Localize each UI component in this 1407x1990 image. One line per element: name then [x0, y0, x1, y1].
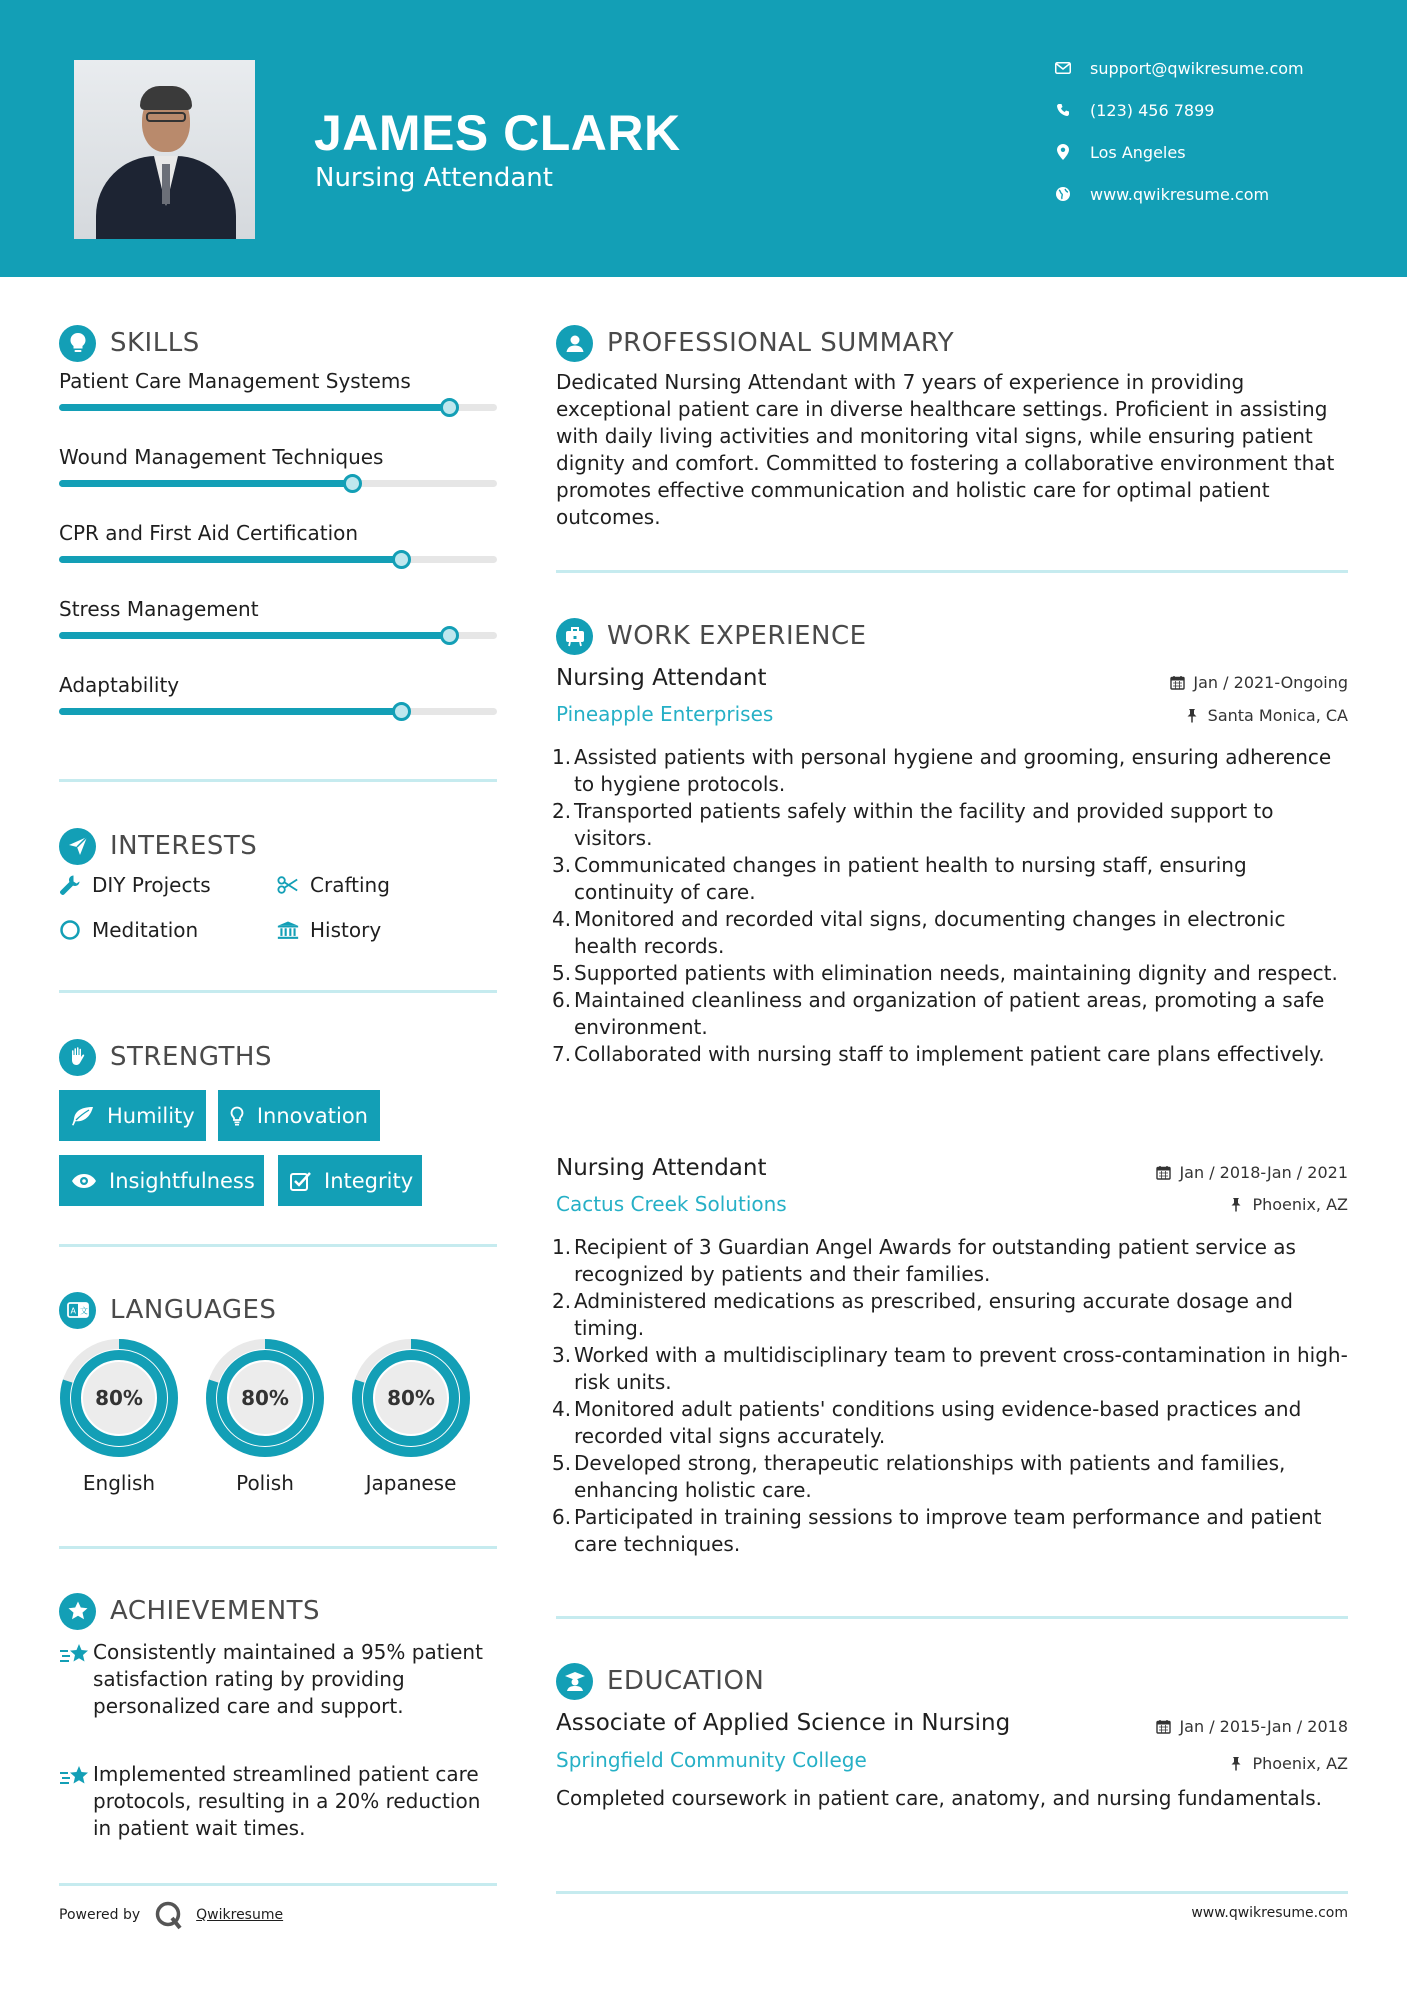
achievements-heading — [59, 1591, 320, 1631]
job-bullet-text: Participated in training sessions to improve team performance and patient care techniques. — [574, 1505, 1322, 1556]
user-icon — [556, 325, 593, 362]
interest-item — [277, 918, 381, 942]
job-bullet-number: 5. — [552, 1451, 572, 1475]
job-bullet — [552, 798, 1348, 852]
skill-label: Adaptability — [59, 673, 180, 697]
skill-label: CPR and First Aid Certification — [59, 521, 359, 545]
job-bullet-number: 6. — [552, 988, 572, 1012]
summary-heading — [556, 323, 954, 363]
job-dates — [1169, 673, 1348, 692]
languages-title: LANGUAGES — [110, 1295, 277, 1325]
achievement-item — [59, 1639, 497, 1720]
language-label: Japanese — [365, 1471, 457, 1495]
skill-label: Stress Management — [59, 597, 259, 621]
job-bullet-number: 7. — [552, 1042, 572, 1066]
education-title: EDUCATION — [607, 1666, 765, 1696]
calendar-icon — [1155, 1165, 1171, 1181]
education-location-text: Phoenix, AZ — [1252, 1754, 1348, 1773]
job-bullet-text: Supported patients with elimination needs, maintaining dignity and respect. — [574, 961, 1338, 985]
candidate-name: JAMES CLARK — [314, 105, 681, 161]
skills-title: SKILLS — [110, 328, 200, 358]
contact-location — [1052, 140, 1186, 164]
job-bullet-text: Developed strong, therapeutic relationships with patients and families, enhancing holistic care. — [574, 1451, 1286, 1502]
contact-phone-text: (123) 456 7899 — [1090, 100, 1215, 120]
degree-title: Associate of Applied Science in Nursing — [556, 1710, 1011, 1736]
language-item — [204, 1337, 326, 1495]
divider — [556, 1891, 1348, 1894]
job-bullet — [552, 960, 1348, 987]
job-bullet — [552, 744, 1348, 798]
contact-email[interactable] — [1052, 56, 1304, 80]
job-bullet-number: 3. — [552, 1343, 572, 1367]
education-heading — [556, 1661, 764, 1701]
divider — [59, 1244, 497, 1247]
strengths-heading — [59, 1037, 272, 1077]
skill-level-fill — [59, 480, 352, 487]
pushpin-icon — [1184, 708, 1200, 724]
powered-by-text: Powered by — [59, 1907, 141, 1923]
divider — [556, 570, 1348, 573]
language-label: English — [82, 1471, 156, 1495]
skill-level-knob — [343, 474, 362, 493]
job-bullet-text: Collaborated with nursing staff to implement patient care plans effectively. — [574, 1042, 1325, 1066]
language-percent: 80% — [241, 1386, 289, 1410]
language-item — [350, 1337, 472, 1495]
job-bullet — [552, 1041, 1348, 1068]
job-dates-text: Jan / 2018-Jan / 2021 — [1179, 1163, 1348, 1182]
job-bullet-number: 4. — [552, 907, 572, 931]
job-bullet-text: Maintained cleanliness and organization of patient areas, promoting a safe environment. — [574, 988, 1325, 1039]
interest-label: DIY Projects — [92, 873, 211, 897]
education-description: Completed coursework in patient care, anatomy, and nursing fundamentals. — [556, 1786, 1323, 1810]
scissors-icon — [277, 874, 299, 896]
language-label: Polish — [236, 1471, 294, 1495]
shooting-star-icon — [59, 1764, 93, 1842]
job-bullet-text: Recipient of 3 Guardian Angel Awards for outstanding patient service as recognized by patients and their families. — [574, 1235, 1296, 1286]
divider — [59, 1546, 497, 1549]
calendar-icon — [1155, 1719, 1171, 1735]
job-bullet-number: 1. — [552, 1235, 572, 1259]
achievement-text: Implemented streamlined patient care protocols, resulting in a 20% reduction in patient wait times. — [93, 1762, 481, 1840]
language-item — [58, 1337, 180, 1495]
strength-label: Innovation — [256, 1103, 368, 1128]
education-location — [1228, 1754, 1348, 1773]
job-bullets — [552, 1234, 1348, 1558]
skill-label: Patient Care Management Systems — [59, 369, 411, 393]
job-location — [1184, 706, 1348, 725]
job-bullet — [552, 1504, 1348, 1558]
contact-website-text: www.qwikresume.com — [1090, 184, 1270, 204]
divider — [556, 1616, 1348, 1619]
skill-level-bar — [59, 556, 497, 563]
interest-item — [277, 873, 390, 897]
job-bullet — [552, 906, 1348, 960]
lightbulb-icon — [59, 325, 96, 362]
contact-phone[interactable] — [1052, 98, 1214, 122]
pushpin-icon — [1228, 1197, 1244, 1213]
strength-badge — [59, 1155, 264, 1206]
skills-heading — [59, 323, 200, 363]
job-bullet — [552, 1396, 1348, 1450]
contact-email-text: support@qwikresume.com — [1090, 58, 1304, 78]
pushpin-icon — [1228, 1756, 1244, 1772]
museum-icon — [277, 919, 299, 941]
skill-level-bar — [59, 480, 497, 487]
job-bullet-number: 3. — [552, 853, 572, 877]
shooting-star-icon — [59, 1642, 93, 1720]
job-bullet-number: 4. — [552, 1397, 572, 1421]
job-bullet-number: 2. — [552, 1289, 572, 1313]
job-company: Pineapple Enterprises — [556, 702, 774, 726]
interest-label: Crafting — [310, 873, 390, 897]
candidate-title: Nursing Attendant — [315, 163, 553, 193]
job-bullet — [552, 1450, 1348, 1504]
skill-level-fill — [59, 708, 401, 715]
job-bullet-text: Communicated changes in patient health to nursing staff, ensuring continuity of care. — [574, 853, 1247, 904]
experience-heading — [556, 616, 867, 656]
hand-icon — [59, 1039, 96, 1076]
strength-badge — [59, 1090, 206, 1141]
interest-item — [59, 918, 198, 942]
job-location — [1228, 1195, 1348, 1214]
leaf-icon — [71, 1105, 95, 1127]
footer-website[interactable]: www.qwikresume.com — [1191, 1905, 1348, 1921]
qwikresume-link[interactable]: Qwikresume — [196, 1907, 284, 1923]
paper-plane-icon — [59, 828, 96, 865]
job-bullet-number: 6. — [552, 1505, 572, 1529]
job-bullet-text: Administered medications as prescribed, ensuring accurate dosage and timing. — [574, 1289, 1293, 1340]
divider — [59, 779, 497, 782]
strength-badge — [218, 1090, 380, 1141]
language-percent: 80% — [95, 1386, 143, 1410]
briefcase-icon — [556, 618, 593, 655]
achievement-text: Consistently maintained a 95% patient satisfaction rating by providing personalized care and support. — [93, 1640, 483, 1718]
job-bullet-text: Monitored adult patients' conditions using evidence-based practices and recorded vital signs accurately. — [574, 1397, 1302, 1448]
languages-heading — [59, 1290, 276, 1330]
footer-powered-by — [59, 1900, 283, 1930]
skill-level-knob — [392, 550, 411, 569]
job-bullet-number: 2. — [552, 799, 572, 823]
job-title: Nursing Attendant — [556, 1155, 767, 1181]
phone-icon — [1052, 100, 1074, 120]
skill-level-knob — [392, 702, 411, 721]
language-ring — [58, 1337, 180, 1459]
skill-level-bar — [59, 708, 497, 715]
job-bullet — [552, 1288, 1348, 1342]
job-bullet — [552, 1342, 1348, 1396]
summary-text: Dedicated Nursing Attendant with 7 years of experience in providing exceptional patient care in diverse healthcare settings. Proficient in assisting with daily living activities and monitoring vital signs, while ensuring patient dignity and comfort. Committed to fostering a collaborative environment that promotes effective communication and holistic care for optimal patient outcomes. — [556, 370, 1335, 529]
skill-level-fill — [59, 404, 449, 411]
strengths-title: STRENGTHS — [110, 1042, 272, 1072]
language-ring — [204, 1337, 326, 1459]
job-bullet-number: 1. — [552, 745, 572, 769]
school-name: Springfield Community College — [556, 1748, 867, 1772]
svg-text:文: 文 — [79, 1306, 88, 1316]
job-dates-text: Jan / 2021-Ongoing — [1193, 673, 1348, 692]
skill-level-knob — [440, 398, 459, 417]
circle-icon — [59, 919, 81, 941]
job-location-text: Phoenix, AZ — [1252, 1195, 1348, 1214]
job-bullet-text: Assisted patients with personal hygiene and grooming, ensuring adherence to hygiene protocols. — [574, 745, 1332, 796]
divider — [59, 990, 497, 993]
interest-label: History — [310, 918, 382, 942]
map-pin-icon — [1052, 142, 1074, 162]
job-company: Cactus Creek Solutions — [556, 1192, 787, 1216]
job-bullet-text: Monitored and recorded vital signs, documenting changes in electronic health records. — [574, 907, 1286, 958]
qwikresume-logo-icon — [154, 1900, 184, 1930]
strength-badge — [278, 1155, 422, 1206]
contact-location-text: Los Angeles — [1090, 142, 1186, 162]
globe-icon — [1052, 184, 1074, 204]
job-bullet-number: 5. — [552, 961, 572, 985]
translate-icon — [59, 1292, 96, 1329]
experience-title: WORK EXPERIENCE — [607, 621, 867, 651]
svg-text:A: A — [70, 1306, 76, 1316]
skill-level-bar — [59, 404, 497, 411]
language-percent: 80% — [387, 1386, 435, 1410]
achievements-title: ACHIEVEMENTS — [110, 1596, 321, 1626]
achievement-item — [59, 1761, 497, 1842]
calendar-icon — [1169, 675, 1185, 691]
job-bullet — [552, 852, 1348, 906]
skill-level-fill — [59, 556, 401, 563]
graduate-icon — [556, 1663, 593, 1700]
resume-header — [0, 0, 1407, 277]
job-bullet-text: Transported patients safely within the facility and provided support to visitors. — [574, 799, 1274, 850]
job-location-text: Santa Monica, CA — [1207, 706, 1348, 725]
interests-title: INTERESTS — [110, 831, 258, 861]
strength-label: Humility — [107, 1103, 195, 1128]
job-bullet-text: Worked with a multidisciplinary team to prevent cross-contamination in high-risk units. — [574, 1343, 1348, 1394]
education-dates — [1155, 1717, 1348, 1736]
summary-title: PROFESSIONAL SUMMARY — [607, 328, 955, 358]
strength-label: Insightfulness — [109, 1168, 255, 1193]
job-dates — [1155, 1163, 1348, 1182]
interests-heading — [59, 826, 257, 866]
interest-label: Meditation — [92, 918, 199, 942]
checkbox-icon — [290, 1170, 312, 1192]
envelope-icon — [1052, 58, 1074, 78]
contact-website[interactable] — [1052, 182, 1269, 206]
eye-icon — [71, 1170, 97, 1192]
language-ring — [350, 1337, 472, 1459]
job-title: Nursing Attendant — [556, 665, 767, 691]
wrench-icon — [59, 874, 81, 896]
skill-level-knob — [440, 626, 459, 645]
skill-label: Wound Management Techniques — [59, 445, 384, 469]
job-bullet — [552, 1234, 1348, 1288]
profile-photo — [74, 60, 255, 239]
star-badge-icon — [59, 1593, 96, 1630]
education-dates-text: Jan / 2015-Jan / 2018 — [1179, 1717, 1348, 1736]
divider — [59, 1883, 497, 1886]
lightbulb-icon — [230, 1105, 245, 1127]
skill-level-fill — [59, 632, 449, 639]
job-bullet — [552, 987, 1348, 1041]
strength-label: Integrity — [324, 1168, 414, 1193]
job-bullets — [552, 744, 1348, 1068]
interest-item — [59, 873, 211, 897]
skill-level-bar — [59, 632, 497, 639]
